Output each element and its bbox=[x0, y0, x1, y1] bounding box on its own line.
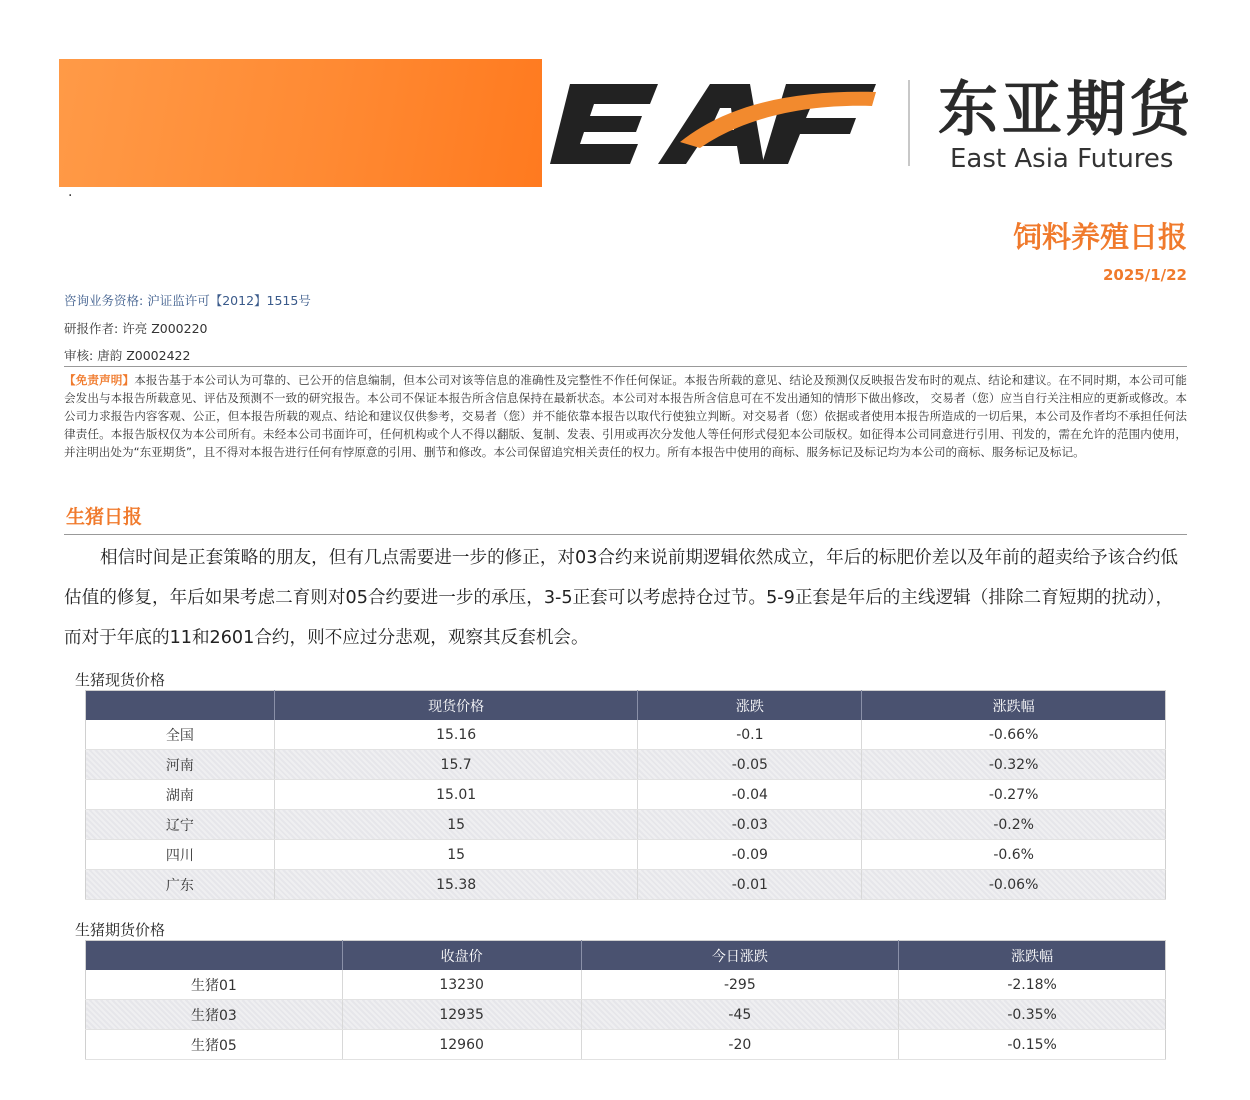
table-cell: 河南 bbox=[86, 750, 275, 780]
table-row bbox=[86, 720, 1166, 750]
review-value: 唐韵 Z0002422 bbox=[97, 348, 191, 363]
table-cell: 15 bbox=[274, 810, 638, 840]
table-cell: -0.6% bbox=[862, 840, 1166, 870]
table-cell: 生猪01 bbox=[86, 970, 343, 1000]
table-cell: 生猪03 bbox=[86, 1000, 343, 1030]
table-cell: 15.7 bbox=[274, 750, 638, 780]
column-header: 涨跌幅 bbox=[862, 691, 1166, 721]
author-value: 许亮 Z000220 bbox=[122, 321, 208, 336]
table-cell: -0.1 bbox=[638, 720, 862, 750]
table-cell: -0.66% bbox=[862, 720, 1166, 750]
table-cell: -0.01 bbox=[638, 870, 862, 900]
table-cell: -2.18% bbox=[899, 970, 1166, 1000]
table-cell: 13230 bbox=[342, 970, 581, 1000]
table-row bbox=[86, 780, 1166, 810]
table-cell: 生猪05 bbox=[86, 1030, 343, 1060]
table-cell: -0.32% bbox=[862, 750, 1166, 780]
divider-top bbox=[64, 366, 1187, 367]
table-cell: -0.35% bbox=[899, 1000, 1166, 1030]
logo-divider bbox=[908, 80, 910, 166]
review-line bbox=[64, 346, 190, 364]
section-body: 相信时间是正套策略的朋友，但有几点需要进一步的修正，对03合约来说前期逻辑依然成立，年后的标肥价差以及年前的超卖给予该合约低估值的修复，年后如果考虑二育则对05合约要进一步的承压，3-5正套可以考虑持仓过节。5-9正套是年后的主线逻辑（排除二育短期的扰动），而对于年底的11和2601合约，则不应过分悲观，观察其反套机会。 bbox=[64, 548, 1179, 648]
qualification-label: 咨询业务资格: bbox=[64, 293, 144, 308]
qualification-value: 沪证监许可【2012】1515号 bbox=[147, 293, 311, 308]
report-date: 2025/1/22 bbox=[1102, 266, 1187, 284]
futures-table-caption: 生猪期货价格 bbox=[75, 921, 166, 939]
table-cell: -0.06% bbox=[862, 870, 1166, 900]
column-header bbox=[86, 691, 275, 721]
column-header: 现货价格 bbox=[274, 691, 638, 721]
header-banner bbox=[59, 59, 542, 187]
table-row bbox=[86, 810, 1166, 840]
section-title: 生猪日报 bbox=[66, 506, 143, 528]
qualification-line bbox=[64, 291, 311, 309]
table-cell: -295 bbox=[581, 970, 899, 1000]
table-cell: -0.04 bbox=[638, 780, 862, 810]
table-cell: 12935 bbox=[342, 1000, 581, 1030]
table-row bbox=[86, 1030, 1166, 1060]
table-row bbox=[86, 840, 1166, 870]
table-cell: 15.01 bbox=[274, 780, 638, 810]
bullet-dot: · bbox=[68, 188, 73, 204]
section-divider bbox=[64, 534, 1187, 535]
logo-text bbox=[550, 72, 551, 73]
disclaimer-text: 本报告基于本公司认为可靠的、已公开的信息编制，但本公司对该等信息的准确性及完整性不作任何保证。本报告所载的意见、结论及预测仅反映报告发布时的观点、结论和建议。在不同时期，本公司可能会发出与本报告所载意见、评估及预测不一致的研究报告。本公司不保证本报告所含信息保持在最新状态。本公司对本报告所含信息可在不发出通知的情形下做出修改， 交易者（您）应当自行关注相应的更新或修改。本公司力求报告内容客观、公正，但本报告所载的观点、结论和建议仅供参考，交易者（您）并不能依靠本报告以取代行使独立判断。对交易者（您）依据或者使用本报告所造成的一切后果，本公司及作者均不承担任何法律责任。本报告版权仅为本公司所有。未经本公司书面许可，任何机构或个人不得以翻版、复制、发表、引用或再次分发他人等任何形式侵犯本公司版权。如征得本公司同意进行引用、刊发的，需在允许的范围内使用，并注明出处为“东亚期货”，且不得对本报告进行任何有悖原意的引用、删节和修改。本公司保留追究相关责任的权力。所有本报告中使用的商标、服务标记及标记均为本公司的商标、服务标记及标记。 bbox=[64, 373, 1187, 459]
table-header-row bbox=[86, 941, 1166, 971]
table-header-row bbox=[86, 691, 1166, 721]
table-cell: 15.38 bbox=[274, 870, 638, 900]
author-line bbox=[64, 319, 207, 337]
column-header: 收盘价 bbox=[342, 941, 581, 971]
report-title: 饲料养殖日报 bbox=[1012, 220, 1187, 254]
table-cell: -0.15% bbox=[899, 1030, 1166, 1060]
table-cell: -0.27% bbox=[862, 780, 1166, 810]
table-cell: -0.09 bbox=[638, 840, 862, 870]
table-cell: 15 bbox=[274, 840, 638, 870]
table-row bbox=[86, 870, 1166, 900]
table-cell: 广东 bbox=[86, 870, 275, 900]
table-cell: 湖南 bbox=[86, 780, 275, 810]
table-cell: -0.05 bbox=[638, 750, 862, 780]
futures-price-table bbox=[85, 940, 1166, 1060]
table-cell: 12960 bbox=[342, 1030, 581, 1060]
table-cell: -0.2% bbox=[862, 810, 1166, 840]
column-header: 今日涨跌 bbox=[581, 941, 899, 971]
table-cell: -20 bbox=[581, 1030, 899, 1060]
table-cell: 辽宁 bbox=[86, 810, 275, 840]
spot-price-table bbox=[85, 690, 1166, 900]
table-row bbox=[86, 970, 1166, 1000]
disclaimer bbox=[64, 371, 1187, 461]
column-header: 涨跌 bbox=[638, 691, 862, 721]
table-row bbox=[86, 1000, 1166, 1030]
table-cell: -0.03 bbox=[638, 810, 862, 840]
brand-name-cn: 东亚期货 bbox=[938, 75, 1194, 145]
table-cell: 四川 bbox=[86, 840, 275, 870]
author-label: 研报作者: bbox=[64, 321, 119, 336]
spot-table-caption: 生猪现货价格 bbox=[75, 671, 166, 689]
column-header: 涨跌幅 bbox=[899, 941, 1166, 971]
brand-name-en: East Asia Futures bbox=[950, 144, 1174, 174]
disclaimer-tag: 【免责声明】 bbox=[64, 373, 135, 387]
table-cell: -45 bbox=[581, 1000, 899, 1030]
table-row bbox=[86, 750, 1166, 780]
review-label: 审核: bbox=[64, 348, 94, 363]
table-cell: 15.16 bbox=[274, 720, 638, 750]
column-header bbox=[86, 941, 343, 971]
table-cell: 全国 bbox=[86, 720, 275, 750]
